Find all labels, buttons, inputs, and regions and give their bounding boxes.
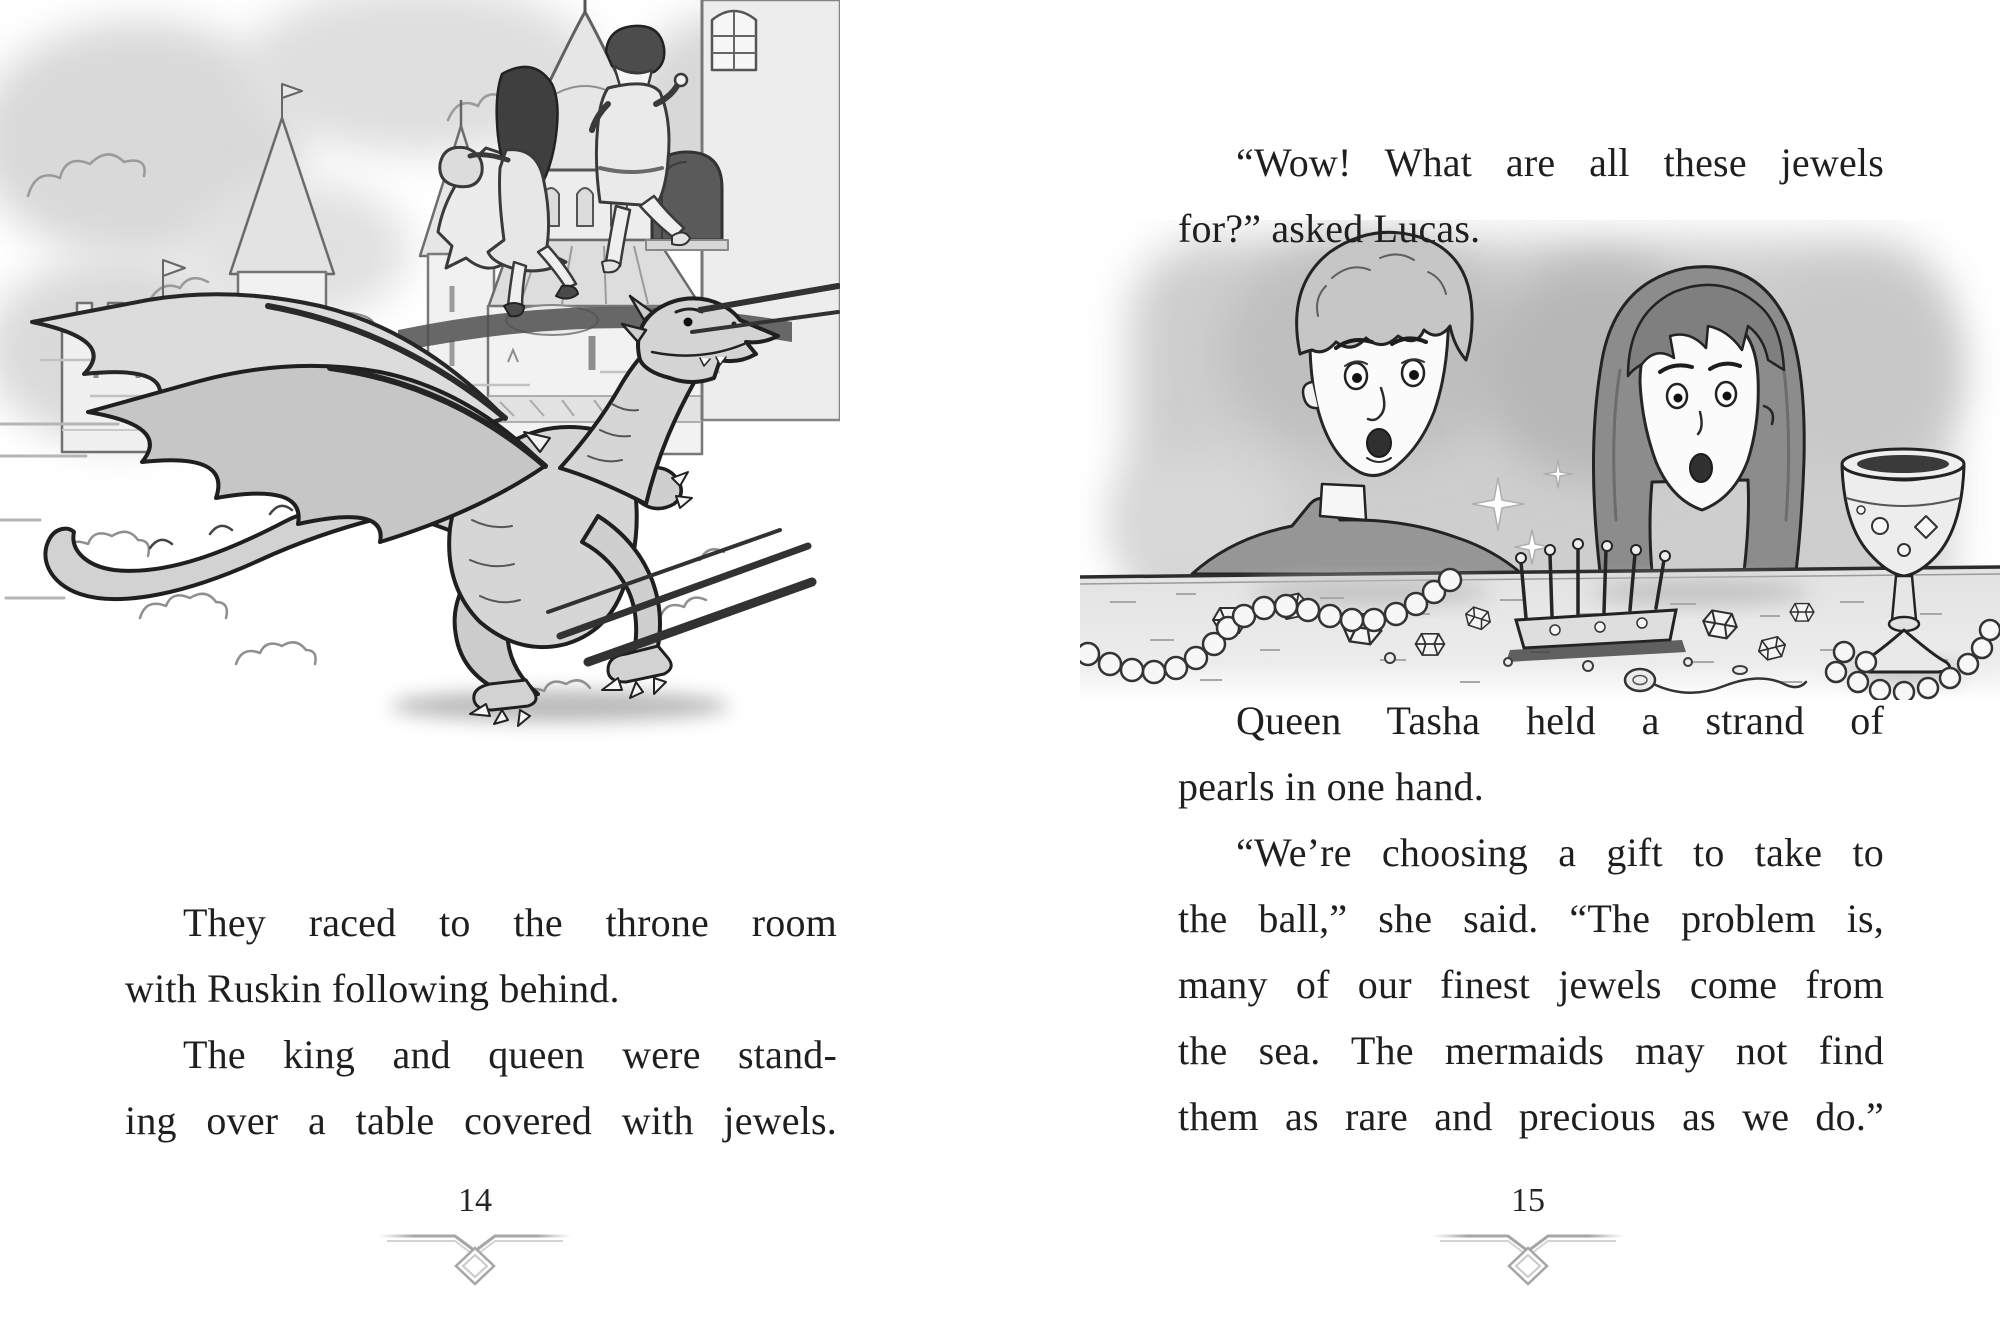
left-text-block — [125, 890, 837, 1154]
castle-dragon-illustration — [0, 0, 840, 760]
text-line: pearls in one hand. — [1178, 764, 1484, 809]
jewel-table-illustration — [1080, 220, 2000, 700]
text-line: for?” asked Lucas. — [1178, 206, 1481, 251]
page-ornament-right — [1428, 1224, 1628, 1294]
page-number-left: 14 — [458, 1182, 492, 1219]
text-line: “We’re choosing a gift to take to — [1236, 830, 1884, 875]
text-line: Queen Tasha held a strand of — [1236, 698, 1884, 743]
text-line: “Wow! What are all these jewels — [1236, 140, 1884, 185]
text-line: the sea. The mermaids may not find — [1178, 1028, 1884, 1073]
text-line: many of our finest jewels come from — [1178, 962, 1884, 1007]
right-text-block-top — [1178, 130, 1884, 262]
text-line: the ball,” she said. “The problem is, — [1178, 896, 1884, 941]
page-number-right: 15 — [1511, 1182, 1545, 1219]
dragon-group — [0, 286, 838, 726]
right-text-block-bottom — [1178, 688, 1884, 1150]
text-line: with Ruskin following behind. — [125, 966, 620, 1011]
text-line: The king and queen were stand- — [183, 1032, 837, 1077]
text-line: ing over a table covered with jewels. — [125, 1098, 837, 1143]
text-line: They raced to the throne room — [183, 900, 837, 945]
page-ornament-left — [375, 1224, 575, 1294]
text-line: them as rare and precious as we do.” — [1178, 1094, 1884, 1139]
